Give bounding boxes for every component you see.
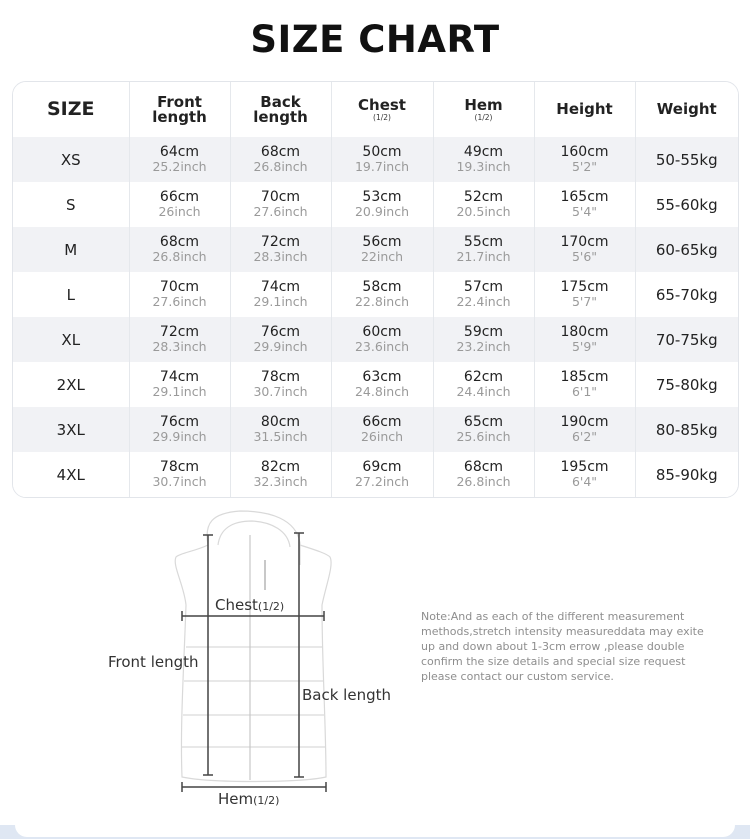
front-length-cm: 74cm bbox=[159, 369, 200, 385]
cell-size bbox=[13, 227, 129, 272]
front-length-cm: 70cm bbox=[159, 279, 200, 295]
cell-chest bbox=[331, 182, 433, 227]
height-cm: 195cm bbox=[560, 459, 609, 475]
cell-weight bbox=[635, 407, 738, 452]
height-cm: 160cm bbox=[560, 144, 609, 160]
height-cm: 180cm bbox=[560, 324, 609, 340]
cell-weight bbox=[635, 272, 738, 317]
cell-size bbox=[13, 407, 129, 452]
cell-height bbox=[534, 227, 635, 272]
cell-height bbox=[534, 407, 635, 452]
hem-measure-label: Hem(1/2) bbox=[218, 790, 280, 808]
hem-inch: 23.2inch bbox=[456, 339, 511, 354]
back-length-inch: 30.7inch bbox=[253, 384, 308, 399]
front-length-cm: 72cm bbox=[159, 324, 200, 340]
front-length-cm: 76cm bbox=[159, 414, 200, 430]
cell-size bbox=[13, 362, 129, 407]
cell-weight bbox=[635, 227, 738, 272]
header-hem: Hem (1/2) bbox=[433, 82, 534, 137]
table-row bbox=[13, 317, 738, 362]
back-length-cm: 78cm bbox=[260, 369, 301, 385]
cell-chest bbox=[331, 227, 433, 272]
cell-front-length bbox=[129, 407, 230, 452]
cell-weight bbox=[635, 317, 738, 362]
size-value: XL bbox=[61, 331, 81, 349]
table-row bbox=[13, 272, 738, 317]
cell-weight bbox=[635, 137, 738, 182]
cell-back-length bbox=[230, 272, 331, 317]
cell-height bbox=[534, 182, 635, 227]
back-length-inch: 28.3inch bbox=[253, 249, 308, 264]
weight-value: 70-75kg bbox=[655, 331, 718, 349]
weight-value: 55-60kg bbox=[655, 196, 718, 214]
size-value: M bbox=[64, 241, 78, 259]
front-length-inch: 28.3inch bbox=[152, 339, 207, 354]
chest-inch: 22inch bbox=[360, 249, 404, 264]
table-row bbox=[13, 452, 738, 497]
chest-inch: 19.7inch bbox=[354, 159, 410, 174]
cell-back-length bbox=[230, 227, 331, 272]
vest-diagram bbox=[100, 505, 410, 815]
table-row bbox=[13, 407, 738, 452]
cell-chest bbox=[331, 452, 433, 497]
cell-height bbox=[534, 452, 635, 497]
bottom-decoration bbox=[0, 825, 750, 839]
cell-height bbox=[534, 362, 635, 407]
header-height: Height bbox=[534, 82, 635, 137]
height-cm: 185cm bbox=[560, 369, 609, 385]
cell-chest bbox=[331, 362, 433, 407]
cell-hem bbox=[433, 137, 534, 182]
size-value: L bbox=[66, 286, 75, 304]
cell-size bbox=[13, 182, 129, 227]
weight-value: 80-85kg bbox=[655, 421, 718, 439]
cell-chest bbox=[331, 137, 433, 182]
back-length-inch: 27.6inch bbox=[253, 204, 308, 219]
table-row bbox=[13, 137, 738, 182]
header-size: SIZE bbox=[13, 82, 129, 137]
cell-front-length bbox=[129, 182, 230, 227]
hem-inch: 20.5inch bbox=[456, 204, 511, 219]
cell-weight bbox=[635, 452, 738, 497]
size-value: 3XL bbox=[56, 421, 85, 439]
chest-inch: 27.2inch bbox=[354, 474, 410, 489]
cell-hem bbox=[433, 227, 534, 272]
hem-cm: 68cm bbox=[463, 459, 504, 475]
back-length-cm: 76cm bbox=[260, 324, 301, 340]
front-length-cm: 66cm bbox=[159, 189, 200, 205]
height-ft: 6'1" bbox=[571, 384, 598, 399]
cell-chest bbox=[331, 317, 433, 362]
chest-cm: 69cm bbox=[362, 459, 402, 475]
height-ft: 5'2" bbox=[571, 159, 598, 174]
front-length-cm: 64cm bbox=[159, 144, 200, 160]
table-row bbox=[13, 362, 738, 407]
cell-hem bbox=[433, 362, 534, 407]
header-back-length: Back length bbox=[230, 82, 331, 137]
header-weight: Weight bbox=[656, 100, 717, 118]
front-length-cm: 68cm bbox=[159, 234, 200, 250]
cell-back-length bbox=[230, 452, 331, 497]
cell-chest bbox=[331, 407, 433, 452]
height-ft: 5'9" bbox=[571, 339, 598, 354]
size-value: 2XL bbox=[56, 376, 85, 394]
measurement-note: Note:And as each of the different measurement methods,stretch intensity measureddata may exite up and down about 1-3cm errow ,please double confirm the size details and special size request please contact our custom service. bbox=[421, 610, 704, 683]
height-ft: 6'4" bbox=[571, 474, 598, 489]
back-length-cm: 72cm bbox=[260, 234, 301, 250]
chest-inch: 22.8inch bbox=[354, 294, 410, 309]
cell-size bbox=[13, 317, 129, 362]
front-length-inch: 26.8inch bbox=[152, 249, 207, 264]
chest-cm: 53cm bbox=[362, 189, 402, 205]
size-value: 4XL bbox=[56, 466, 85, 484]
chest-measure-label: Chest(1/2) bbox=[215, 596, 285, 614]
cell-front-length bbox=[129, 317, 230, 362]
size-value: XS bbox=[60, 151, 81, 169]
measurement-lines bbox=[182, 533, 326, 792]
cell-height bbox=[534, 272, 635, 317]
weight-value: 50-55kg bbox=[655, 151, 718, 169]
weight-value: 85-90kg bbox=[655, 466, 718, 484]
cell-front-length bbox=[129, 362, 230, 407]
chest-cm: 63cm bbox=[362, 369, 402, 385]
back-length-cm: 80cm bbox=[260, 414, 301, 430]
back-length-inch: 26.8inch bbox=[253, 159, 308, 174]
hem-inch: 24.4inch bbox=[456, 384, 511, 399]
chest-cm: 58cm bbox=[362, 279, 402, 295]
front-length-inch: 26inch bbox=[158, 204, 201, 219]
chest-cm: 60cm bbox=[362, 324, 402, 340]
back-length-cm: 74cm bbox=[260, 279, 301, 295]
back-length-inch: 29.9inch bbox=[253, 339, 308, 354]
header-front-length: Front length bbox=[129, 82, 230, 137]
table-row bbox=[13, 227, 738, 272]
back-length-inch: 32.3inch bbox=[253, 474, 308, 489]
hem-cm: 59cm bbox=[463, 324, 504, 340]
hem-inch: 19.3inch bbox=[456, 159, 511, 174]
cell-front-length bbox=[129, 452, 230, 497]
height-cm: 170cm bbox=[560, 234, 609, 250]
hem-inch: 22.4inch bbox=[456, 294, 511, 309]
hem-cm: 52cm bbox=[463, 189, 504, 205]
cell-size bbox=[13, 272, 129, 317]
cell-height bbox=[534, 317, 635, 362]
front-length-inch: 30.7inch bbox=[152, 474, 207, 489]
chest-inch: 24.8inch bbox=[354, 384, 410, 399]
bottom-decoration-inner bbox=[15, 825, 735, 837]
cell-hem bbox=[433, 182, 534, 227]
hem-cm: 55cm bbox=[463, 234, 504, 250]
cell-weight bbox=[635, 362, 738, 407]
hem-inch: 26.8inch bbox=[456, 474, 511, 489]
cell-chest bbox=[331, 272, 433, 317]
chest-cm: 66cm bbox=[362, 414, 402, 430]
back-length-cm: 68cm bbox=[260, 144, 301, 160]
cell-back-length bbox=[230, 407, 331, 452]
back-length-inch: 29.1inch bbox=[253, 294, 308, 309]
cell-back-length bbox=[230, 182, 331, 227]
cell-hem bbox=[433, 317, 534, 362]
cell-size bbox=[13, 452, 129, 497]
cell-height bbox=[534, 137, 635, 182]
hem-cm: 65cm bbox=[463, 414, 504, 430]
cell-back-length bbox=[230, 362, 331, 407]
height-cm: 165cm bbox=[560, 189, 609, 205]
front-length-cm: 78cm bbox=[159, 459, 200, 475]
height-cm: 175cm bbox=[560, 279, 609, 295]
cell-hem bbox=[433, 272, 534, 317]
back-length-cm: 70cm bbox=[260, 189, 301, 205]
height-ft: 5'4" bbox=[571, 204, 598, 219]
front-length-label: Front length bbox=[108, 653, 199, 671]
height-ft: 5'7" bbox=[571, 294, 598, 309]
front-length-inch: 29.1inch bbox=[152, 384, 207, 399]
height-ft: 5'6" bbox=[571, 249, 598, 264]
size-table-card bbox=[12, 81, 739, 498]
height-cm: 190cm bbox=[560, 414, 609, 430]
table-row bbox=[13, 182, 738, 227]
chest-cm: 50cm bbox=[362, 144, 402, 160]
cell-back-length bbox=[230, 137, 331, 182]
page-title: SIZE CHART bbox=[250, 18, 500, 61]
cell-front-length bbox=[129, 227, 230, 272]
weight-value: 60-65kg bbox=[655, 241, 718, 259]
cell-back-length bbox=[230, 317, 331, 362]
hem-cm: 49cm bbox=[463, 144, 504, 160]
weight-value: 75-80kg bbox=[655, 376, 718, 394]
table-header-row bbox=[13, 82, 738, 137]
hem-cm: 57cm bbox=[463, 279, 504, 295]
weight-value: 65-70kg bbox=[655, 286, 718, 304]
hem-cm: 62cm bbox=[463, 369, 504, 385]
front-length-inch: 25.2inch bbox=[152, 159, 207, 174]
cell-front-length bbox=[129, 137, 230, 182]
chest-inch: 20.9inch bbox=[354, 204, 410, 219]
hem-inch: 21.7inch bbox=[456, 249, 511, 264]
cell-weight bbox=[635, 182, 738, 227]
front-length-inch: 27.6inch bbox=[152, 294, 207, 309]
back-length-inch: 31.5inch bbox=[253, 429, 308, 444]
cell-size bbox=[13, 137, 129, 182]
cell-hem bbox=[433, 452, 534, 497]
cell-hem bbox=[433, 407, 534, 452]
front-length-inch: 29.9inch bbox=[152, 429, 207, 444]
back-length-label: Back length bbox=[302, 686, 391, 704]
vest-outline bbox=[175, 511, 331, 782]
hem-inch: 25.6inch bbox=[456, 429, 511, 444]
chest-cm: 56cm bbox=[362, 234, 402, 250]
size-table bbox=[13, 82, 738, 497]
back-length-cm: 82cm bbox=[260, 459, 301, 475]
height-ft: 6'2" bbox=[571, 429, 598, 444]
chest-inch: 26inch bbox=[360, 429, 404, 444]
chest-inch: 23.6inch bbox=[354, 339, 410, 354]
size-value: S bbox=[65, 196, 76, 214]
cell-front-length bbox=[129, 272, 230, 317]
header-chest: Chest (1/2) bbox=[331, 82, 433, 137]
